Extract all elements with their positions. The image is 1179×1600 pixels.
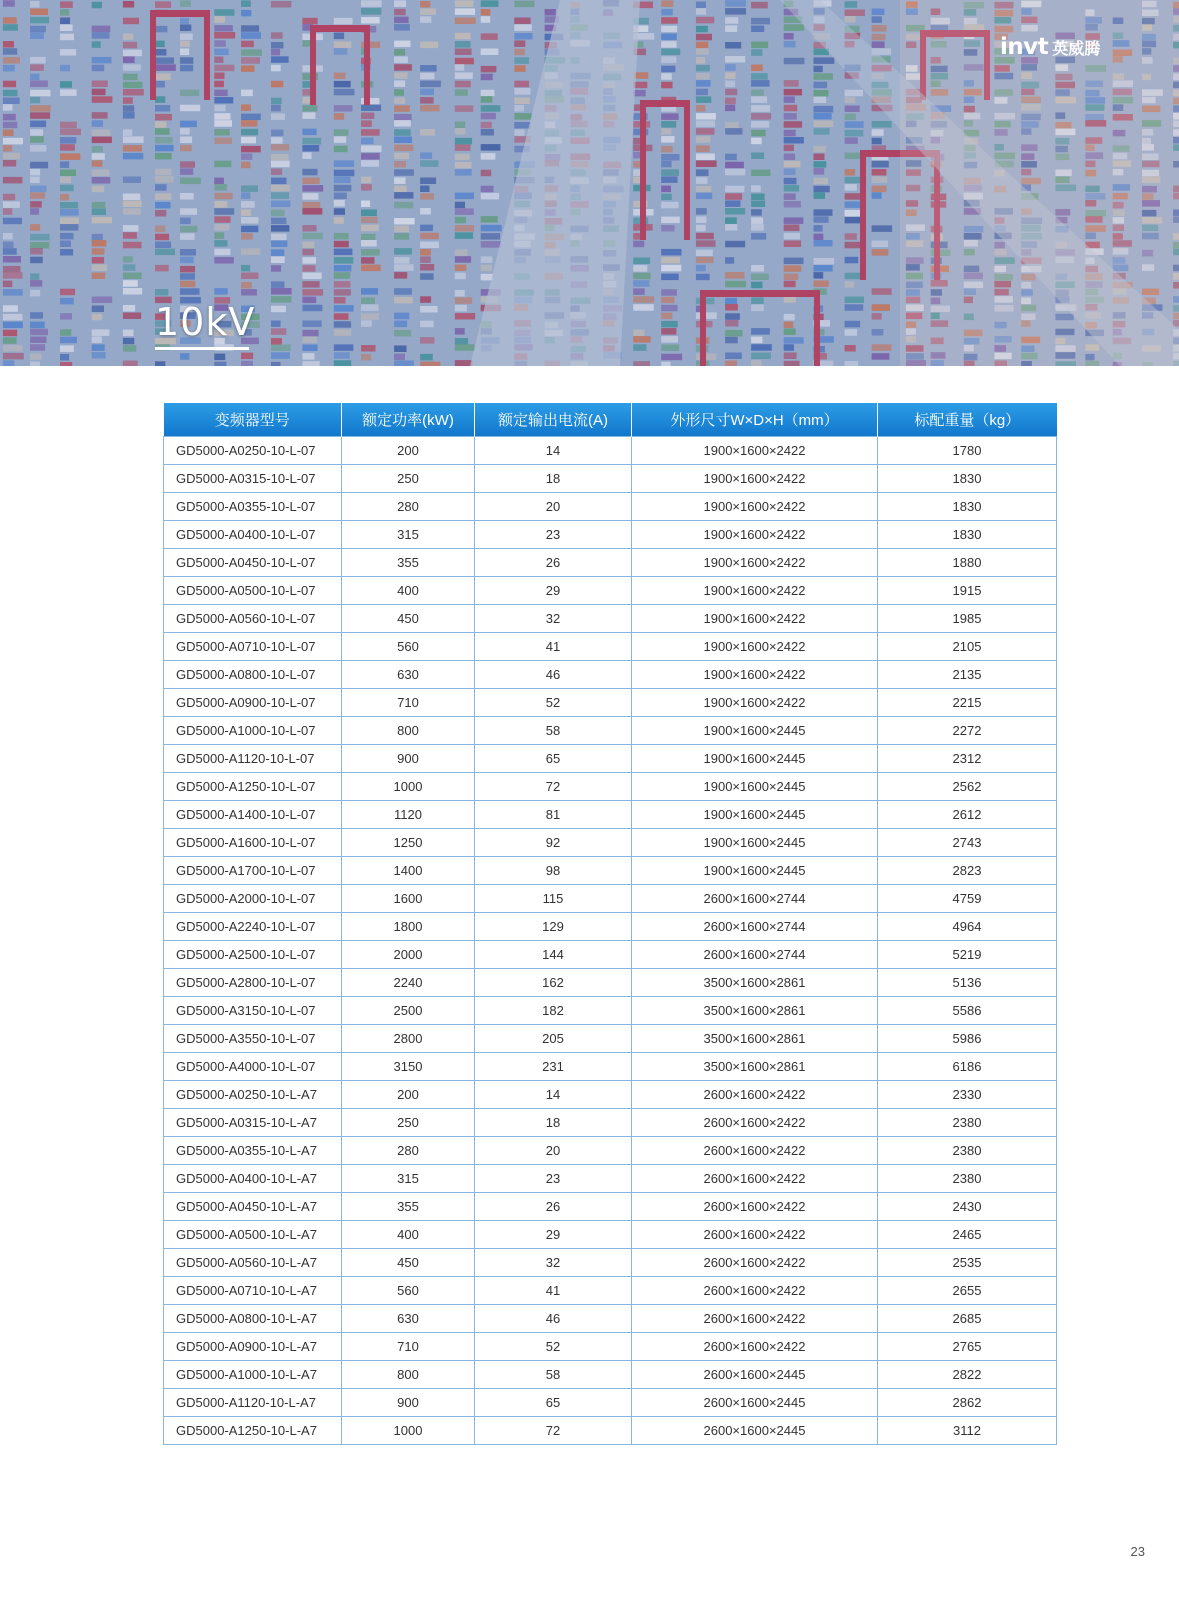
cell-rated-current: 129 bbox=[475, 913, 632, 941]
cell-model: GD5000-A1600-10-L-07 bbox=[164, 829, 342, 857]
cell-rated-power: 200 bbox=[342, 437, 475, 465]
cell-weight: 1830 bbox=[878, 465, 1057, 493]
table-row bbox=[164, 997, 1057, 1025]
cell-rated-power: 315 bbox=[342, 521, 475, 549]
brand-mark: invt bbox=[1000, 34, 1049, 60]
table-row bbox=[164, 913, 1057, 941]
table-row bbox=[164, 773, 1057, 801]
cell-rated-current: 32 bbox=[475, 1249, 632, 1277]
table-row bbox=[164, 1165, 1057, 1193]
cell-rated-power: 1400 bbox=[342, 857, 475, 885]
cell-rated-power: 400 bbox=[342, 1221, 475, 1249]
cell-rated-current: 29 bbox=[475, 1221, 632, 1249]
cell-dimensions: 3500×1600×2861 bbox=[632, 997, 878, 1025]
cell-weight: 1830 bbox=[878, 521, 1057, 549]
cell-model: GD5000-A0400-10-L-A7 bbox=[164, 1165, 342, 1193]
cell-dimensions: 2600×1600×2422 bbox=[632, 1081, 878, 1109]
cell-rated-current: 41 bbox=[475, 633, 632, 661]
cell-model: GD5000-A0450-10-L-A7 bbox=[164, 1193, 342, 1221]
brand-name-cn: 英威腾 bbox=[1052, 41, 1101, 58]
cell-rated-current: 18 bbox=[475, 465, 632, 493]
cell-rated-current: 23 bbox=[475, 1165, 632, 1193]
cell-weight: 2822 bbox=[878, 1361, 1057, 1389]
table-row bbox=[164, 1109, 1057, 1137]
cell-rated-power: 450 bbox=[342, 605, 475, 633]
cell-model: GD5000-A0500-10-L-A7 bbox=[164, 1221, 342, 1249]
header-rated-current: 额定输出电流(A) bbox=[475, 403, 632, 437]
spec-table bbox=[163, 403, 1057, 1445]
cell-rated-power: 560 bbox=[342, 633, 475, 661]
cell-rated-power: 315 bbox=[342, 1165, 475, 1193]
cell-rated-power: 630 bbox=[342, 661, 475, 689]
cell-dimensions: 1900×1600×2445 bbox=[632, 717, 878, 745]
cell-rated-power: 2800 bbox=[342, 1025, 475, 1053]
cell-rated-power: 800 bbox=[342, 717, 475, 745]
page-number: 23 bbox=[1130, 1544, 1145, 1559]
cell-dimensions: 1900×1600×2422 bbox=[632, 549, 878, 577]
table-row bbox=[164, 521, 1057, 549]
cell-weight: 2215 bbox=[878, 689, 1057, 717]
cell-rated-current: 92 bbox=[475, 829, 632, 857]
cell-model: GD5000-A1120-10-L-07 bbox=[164, 745, 342, 773]
cell-dimensions: 2600×1600×2422 bbox=[632, 1165, 878, 1193]
cell-dimensions: 2600×1600×2422 bbox=[632, 1277, 878, 1305]
cell-rated-current: 29 bbox=[475, 577, 632, 605]
cell-rated-power: 560 bbox=[342, 1277, 475, 1305]
cell-model: GD5000-A0710-10-L-07 bbox=[164, 633, 342, 661]
table-row bbox=[164, 577, 1057, 605]
cell-dimensions: 2600×1600×2744 bbox=[632, 885, 878, 913]
cell-model: GD5000-A0800-10-L-07 bbox=[164, 661, 342, 689]
cell-rated-power: 2240 bbox=[342, 969, 475, 997]
cell-rated-current: 52 bbox=[475, 689, 632, 717]
brand-logo bbox=[1000, 34, 1100, 60]
cell-model: GD5000-A0315-10-L-A7 bbox=[164, 1109, 342, 1137]
table-row bbox=[164, 829, 1057, 857]
cell-model: GD5000-A1120-10-L-A7 bbox=[164, 1389, 342, 1417]
cell-rated-current: 182 bbox=[475, 997, 632, 1025]
cell-model: GD5000-A0500-10-L-07 bbox=[164, 577, 342, 605]
cell-weight: 2535 bbox=[878, 1249, 1057, 1277]
cell-rated-power: 1800 bbox=[342, 913, 475, 941]
table-row bbox=[164, 1081, 1057, 1109]
table-row bbox=[164, 1417, 1057, 1445]
cell-model: GD5000-A1000-10-L-07 bbox=[164, 717, 342, 745]
cell-rated-power: 1120 bbox=[342, 801, 475, 829]
cell-weight: 4759 bbox=[878, 885, 1057, 913]
cell-weight: 2272 bbox=[878, 717, 1057, 745]
cell-model: GD5000-A3150-10-L-07 bbox=[164, 997, 342, 1025]
cell-rated-current: 98 bbox=[475, 857, 632, 885]
cell-model: GD5000-A0355-10-L-A7 bbox=[164, 1137, 342, 1165]
cell-dimensions: 1900×1600×2422 bbox=[632, 661, 878, 689]
cell-model: GD5000-A1400-10-L-07 bbox=[164, 801, 342, 829]
cell-dimensions: 2600×1600×2422 bbox=[632, 1305, 878, 1333]
cell-rated-power: 900 bbox=[342, 1389, 475, 1417]
cell-weight: 2380 bbox=[878, 1109, 1057, 1137]
cell-weight: 2862 bbox=[878, 1389, 1057, 1417]
cell-weight: 2612 bbox=[878, 801, 1057, 829]
cell-weight: 2765 bbox=[878, 1333, 1057, 1361]
cell-rated-power: 250 bbox=[342, 465, 475, 493]
cell-rated-current: 81 bbox=[475, 801, 632, 829]
title-underline bbox=[155, 347, 249, 350]
cell-weight: 2105 bbox=[878, 633, 1057, 661]
cell-rated-current: 20 bbox=[475, 1137, 632, 1165]
cell-rated-power: 400 bbox=[342, 577, 475, 605]
cell-rated-current: 46 bbox=[475, 1305, 632, 1333]
cell-dimensions: 1900×1600×2445 bbox=[632, 745, 878, 773]
table-row bbox=[164, 661, 1057, 689]
cell-weight: 5219 bbox=[878, 941, 1057, 969]
cell-rated-current: 65 bbox=[475, 745, 632, 773]
header-dimensions: 外形尺寸W×D×H（mm） bbox=[632, 403, 878, 437]
cell-model: GD5000-A0560-10-L-A7 bbox=[164, 1249, 342, 1277]
table-row bbox=[164, 493, 1057, 521]
cell-model: GD5000-A1250-10-L-07 bbox=[164, 773, 342, 801]
cell-dimensions: 1900×1600×2422 bbox=[632, 437, 878, 465]
cell-model: GD5000-A0450-10-L-07 bbox=[164, 549, 342, 577]
section-title: 10kV bbox=[155, 300, 256, 344]
cell-rated-current: 65 bbox=[475, 1389, 632, 1417]
cell-dimensions: 1900×1600×2445 bbox=[632, 801, 878, 829]
cell-rated-current: 205 bbox=[475, 1025, 632, 1053]
cell-dimensions: 1900×1600×2422 bbox=[632, 465, 878, 493]
cell-weight: 1985 bbox=[878, 605, 1057, 633]
header-weight: 标配重量（kg） bbox=[878, 403, 1057, 437]
cell-rated-power: 630 bbox=[342, 1305, 475, 1333]
cell-dimensions: 1900×1600×2445 bbox=[632, 857, 878, 885]
cell-weight: 2312 bbox=[878, 745, 1057, 773]
table-row bbox=[164, 437, 1057, 465]
cell-model: GD5000-A0560-10-L-07 bbox=[164, 605, 342, 633]
cell-dimensions: 1900×1600×2422 bbox=[632, 521, 878, 549]
table-row bbox=[164, 1361, 1057, 1389]
cell-rated-current: 58 bbox=[475, 717, 632, 745]
cell-dimensions: 2600×1600×2422 bbox=[632, 1333, 878, 1361]
cell-rated-power: 3150 bbox=[342, 1053, 475, 1081]
table-row bbox=[164, 605, 1057, 633]
cell-dimensions: 1900×1600×2422 bbox=[632, 605, 878, 633]
cell-rated-current: 32 bbox=[475, 605, 632, 633]
cell-dimensions: 2600×1600×2422 bbox=[632, 1137, 878, 1165]
cell-model: GD5000-A4000-10-L-07 bbox=[164, 1053, 342, 1081]
table-header-row bbox=[164, 403, 1057, 437]
cell-rated-power: 250 bbox=[342, 1109, 475, 1137]
table-row bbox=[164, 1137, 1057, 1165]
cell-rated-power: 280 bbox=[342, 1137, 475, 1165]
cell-weight: 5986 bbox=[878, 1025, 1057, 1053]
cell-weight: 2330 bbox=[878, 1081, 1057, 1109]
cell-weight: 2135 bbox=[878, 661, 1057, 689]
cell-model: GD5000-A2000-10-L-07 bbox=[164, 885, 342, 913]
cell-weight: 2465 bbox=[878, 1221, 1057, 1249]
cell-dimensions: 3500×1600×2861 bbox=[632, 969, 878, 997]
cell-model: GD5000-A0900-10-L-A7 bbox=[164, 1333, 342, 1361]
cell-weight: 1880 bbox=[878, 549, 1057, 577]
table-row bbox=[164, 465, 1057, 493]
cell-model: GD5000-A1000-10-L-A7 bbox=[164, 1361, 342, 1389]
cell-model: GD5000-A0315-10-L-07 bbox=[164, 465, 342, 493]
table-row bbox=[164, 1277, 1057, 1305]
cell-rated-current: 18 bbox=[475, 1109, 632, 1137]
cell-weight: 2562 bbox=[878, 773, 1057, 801]
cell-model: GD5000-A0355-10-L-07 bbox=[164, 493, 342, 521]
cell-weight: 6186 bbox=[878, 1053, 1057, 1081]
hero-banner bbox=[0, 0, 1179, 366]
table-row bbox=[164, 745, 1057, 773]
cell-rated-power: 710 bbox=[342, 1333, 475, 1361]
cell-weight: 5136 bbox=[878, 969, 1057, 997]
cell-rated-current: 144 bbox=[475, 941, 632, 969]
cell-weight: 1780 bbox=[878, 437, 1057, 465]
table-row bbox=[164, 1333, 1057, 1361]
cell-model: GD5000-A0250-10-L-07 bbox=[164, 437, 342, 465]
cell-rated-power: 900 bbox=[342, 745, 475, 773]
cell-dimensions: 1900×1600×2422 bbox=[632, 633, 878, 661]
cell-rated-power: 200 bbox=[342, 1081, 475, 1109]
cell-rated-power: 355 bbox=[342, 1193, 475, 1221]
cell-dimensions: 2600×1600×2744 bbox=[632, 913, 878, 941]
cell-rated-power: 1000 bbox=[342, 773, 475, 801]
cell-rated-current: 41 bbox=[475, 1277, 632, 1305]
cell-model: GD5000-A2800-10-L-07 bbox=[164, 969, 342, 997]
table-row bbox=[164, 1221, 1057, 1249]
cell-rated-power: 1600 bbox=[342, 885, 475, 913]
cell-dimensions: 3500×1600×2861 bbox=[632, 1053, 878, 1081]
cell-weight: 2380 bbox=[878, 1165, 1057, 1193]
cell-weight: 1830 bbox=[878, 493, 1057, 521]
table-row bbox=[164, 1193, 1057, 1221]
cell-dimensions: 2600×1600×2422 bbox=[632, 1221, 878, 1249]
table-row bbox=[164, 1249, 1057, 1277]
table-row bbox=[164, 941, 1057, 969]
cell-dimensions: 1900×1600×2422 bbox=[632, 689, 878, 717]
cell-dimensions: 2600×1600×2422 bbox=[632, 1109, 878, 1137]
table-row bbox=[164, 549, 1057, 577]
cell-weight: 5586 bbox=[878, 997, 1057, 1025]
cell-weight: 2823 bbox=[878, 857, 1057, 885]
cell-rated-current: 162 bbox=[475, 969, 632, 997]
cell-dimensions: 1900×1600×2445 bbox=[632, 829, 878, 857]
cell-rated-current: 26 bbox=[475, 1193, 632, 1221]
cell-model: GD5000-A0800-10-L-A7 bbox=[164, 1305, 342, 1333]
table-row bbox=[164, 689, 1057, 717]
header-model: 变频器型号 bbox=[164, 403, 342, 437]
cell-model: GD5000-A1250-10-L-A7 bbox=[164, 1417, 342, 1445]
table-row bbox=[164, 969, 1057, 997]
cell-rated-current: 115 bbox=[475, 885, 632, 913]
table-row bbox=[164, 885, 1057, 913]
table-row bbox=[164, 1025, 1057, 1053]
cell-dimensions: 2600×1600×2422 bbox=[632, 1249, 878, 1277]
cell-dimensions: 2600×1600×2445 bbox=[632, 1389, 878, 1417]
cell-model: GD5000-A0400-10-L-07 bbox=[164, 521, 342, 549]
table-row bbox=[164, 1053, 1057, 1081]
cell-rated-power: 710 bbox=[342, 689, 475, 717]
cell-dimensions: 2600×1600×2422 bbox=[632, 1193, 878, 1221]
cell-rated-current: 46 bbox=[475, 661, 632, 689]
table-row bbox=[164, 1389, 1057, 1417]
cell-rated-current: 231 bbox=[475, 1053, 632, 1081]
cell-rated-current: 23 bbox=[475, 521, 632, 549]
cell-dimensions: 2600×1600×2445 bbox=[632, 1417, 878, 1445]
cell-model: GD5000-A3550-10-L-07 bbox=[164, 1025, 342, 1053]
cell-rated-current: 58 bbox=[475, 1361, 632, 1389]
cell-rated-current: 72 bbox=[475, 1417, 632, 1445]
cell-rated-power: 355 bbox=[342, 549, 475, 577]
cell-rated-current: 26 bbox=[475, 549, 632, 577]
cell-rated-current: 52 bbox=[475, 1333, 632, 1361]
cell-model: GD5000-A0250-10-L-A7 bbox=[164, 1081, 342, 1109]
cell-dimensions: 2600×1600×2445 bbox=[632, 1361, 878, 1389]
table-row bbox=[164, 633, 1057, 661]
cell-rated-power: 280 bbox=[342, 493, 475, 521]
cell-weight: 1915 bbox=[878, 577, 1057, 605]
table-row bbox=[164, 801, 1057, 829]
cell-model: GD5000-A2500-10-L-07 bbox=[164, 941, 342, 969]
cell-dimensions: 1900×1600×2422 bbox=[632, 493, 878, 521]
cell-model: GD5000-A1700-10-L-07 bbox=[164, 857, 342, 885]
cell-rated-power: 2500 bbox=[342, 997, 475, 1025]
cell-rated-power: 1000 bbox=[342, 1417, 475, 1445]
table-row bbox=[164, 1305, 1057, 1333]
cell-weight: 4964 bbox=[878, 913, 1057, 941]
cell-model: GD5000-A0900-10-L-07 bbox=[164, 689, 342, 717]
table-row bbox=[164, 857, 1057, 885]
cell-model: GD5000-A2240-10-L-07 bbox=[164, 913, 342, 941]
cell-rated-power: 2000 bbox=[342, 941, 475, 969]
cell-rated-current: 14 bbox=[475, 437, 632, 465]
cell-rated-current: 72 bbox=[475, 773, 632, 801]
table-row bbox=[164, 717, 1057, 745]
cell-weight: 2655 bbox=[878, 1277, 1057, 1305]
cell-weight: 3112 bbox=[878, 1417, 1057, 1445]
cell-model: GD5000-A0710-10-L-A7 bbox=[164, 1277, 342, 1305]
cell-dimensions: 1900×1600×2422 bbox=[632, 577, 878, 605]
table-body bbox=[164, 437, 1057, 1445]
header-rated-power: 额定功率(kW) bbox=[342, 403, 475, 437]
cell-dimensions: 2600×1600×2744 bbox=[632, 941, 878, 969]
cell-weight: 2430 bbox=[878, 1193, 1057, 1221]
cell-weight: 2685 bbox=[878, 1305, 1057, 1333]
cell-rated-power: 800 bbox=[342, 1361, 475, 1389]
cell-rated-power: 450 bbox=[342, 1249, 475, 1277]
cell-dimensions: 1900×1600×2445 bbox=[632, 773, 878, 801]
cell-rated-power: 1250 bbox=[342, 829, 475, 857]
cell-dimensions: 3500×1600×2861 bbox=[632, 1025, 878, 1053]
cell-weight: 2743 bbox=[878, 829, 1057, 857]
cell-weight: 2380 bbox=[878, 1137, 1057, 1165]
cell-rated-current: 14 bbox=[475, 1081, 632, 1109]
cell-rated-current: 20 bbox=[475, 493, 632, 521]
